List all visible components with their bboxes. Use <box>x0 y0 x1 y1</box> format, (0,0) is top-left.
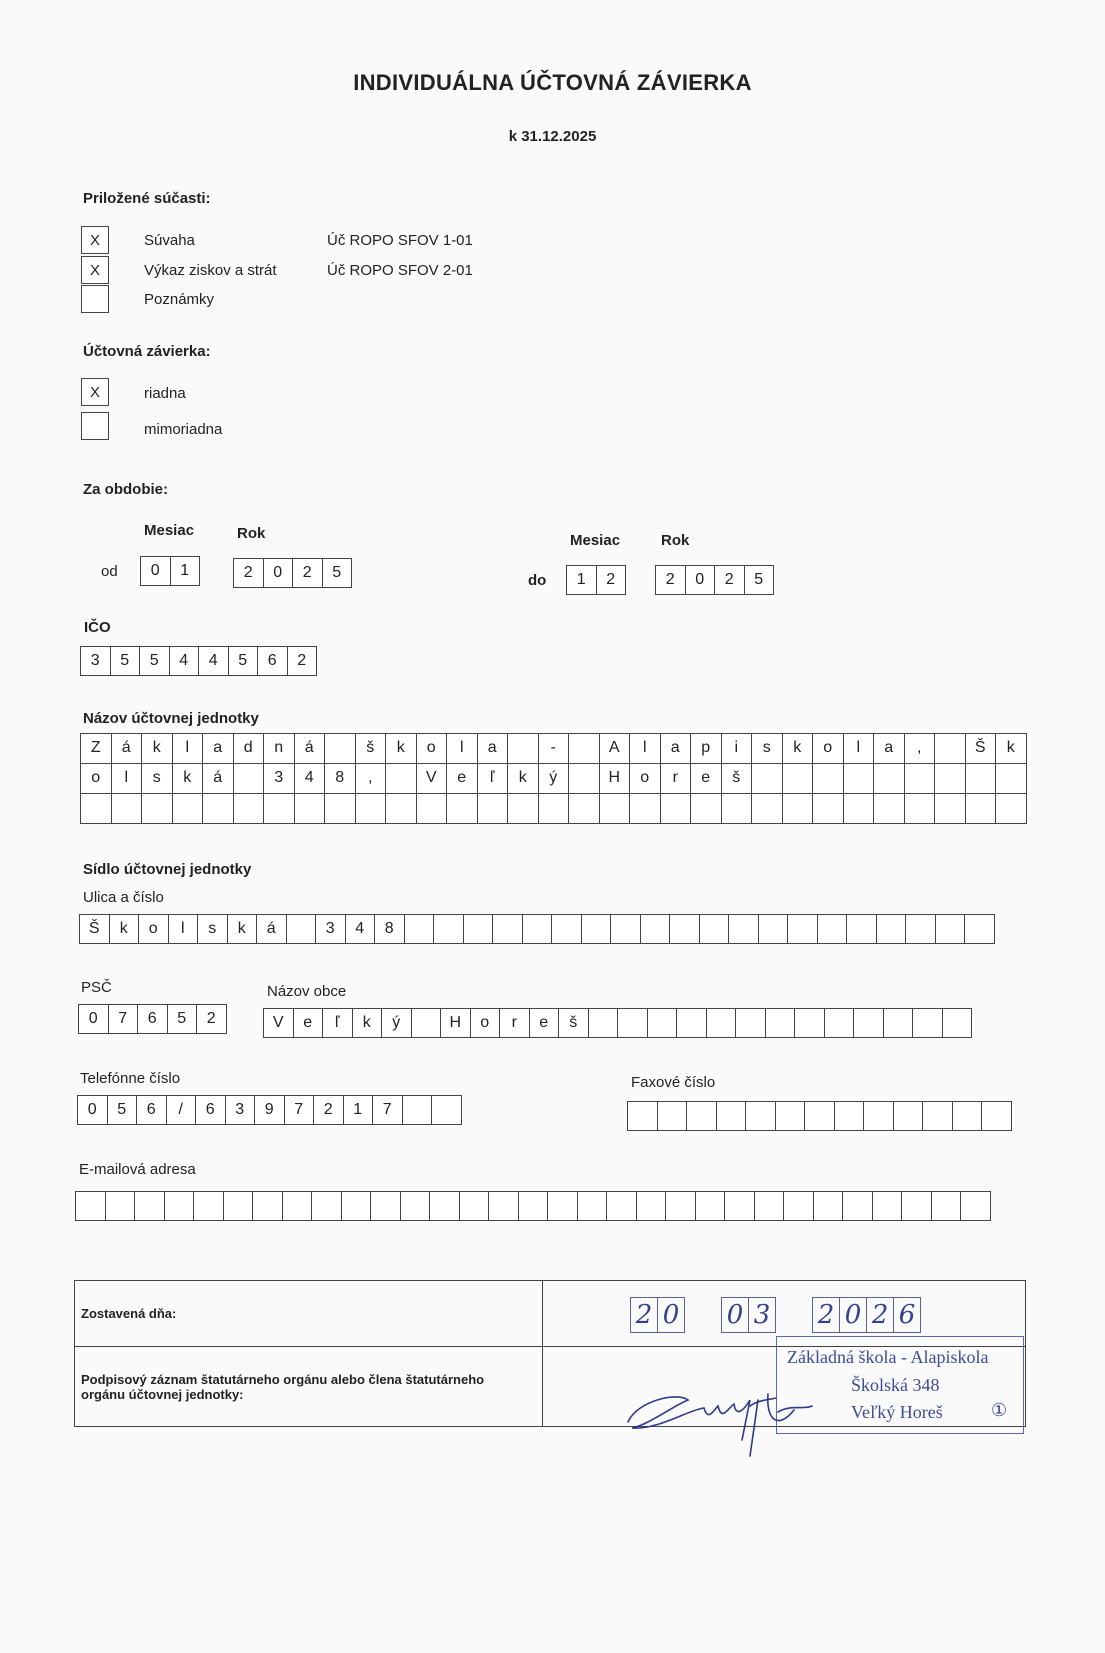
char-box[interactable] <box>874 794 905 824</box>
char-box[interactable]: ľ <box>322 1008 353 1038</box>
char-box[interactable] <box>286 914 317 944</box>
char-box[interactable]: 3 <box>264 764 295 794</box>
char-box[interactable] <box>765 1008 796 1038</box>
char-box[interactable] <box>775 1101 806 1131</box>
char-box[interactable] <box>311 1191 342 1221</box>
char-box[interactable]: l <box>630 734 661 764</box>
char-box[interactable]: 4 <box>345 914 376 944</box>
char-box[interactable] <box>813 794 844 824</box>
char-box[interactable]: 7 <box>108 1004 139 1034</box>
char-box[interactable]: 5 <box>110 646 141 676</box>
char-box[interactable] <box>834 1101 865 1131</box>
to-year-label: Rok <box>661 532 690 549</box>
char-box[interactable]: e <box>293 1008 324 1038</box>
char-box[interactable] <box>783 794 814 824</box>
closing-checkbox-regular[interactable]: X <box>81 378 109 406</box>
char-box[interactable] <box>754 1191 785 1221</box>
char-box[interactable]: 6 <box>137 1004 168 1034</box>
char-box[interactable] <box>429 1191 460 1221</box>
char-box[interactable] <box>901 1191 932 1221</box>
char-box[interactable] <box>433 914 464 944</box>
attachment-code-balance: Úč ROPO SFOV 1-01 <box>327 232 473 249</box>
char-box[interactable] <box>981 1101 1012 1131</box>
char-box[interactable] <box>508 794 539 824</box>
char-box[interactable] <box>716 1101 747 1131</box>
char-box[interactable] <box>173 794 204 824</box>
char-box[interactable]: e <box>691 764 722 794</box>
char-box[interactable]: á <box>295 734 326 764</box>
char-box[interactable]: s <box>142 764 173 794</box>
char-box[interactable] <box>922 1101 953 1131</box>
char-box[interactable] <box>518 1191 549 1221</box>
char-box[interactable]: 5 <box>167 1004 198 1034</box>
char-box[interactable]: 2 <box>233 558 264 588</box>
char-box[interactable]: V <box>263 1008 294 1038</box>
char-box[interactable] <box>661 794 692 824</box>
char-box[interactable]: i <box>722 734 753 764</box>
char-box[interactable]: l <box>844 734 875 764</box>
char-box[interactable] <box>758 914 789 944</box>
char-box[interactable] <box>459 1191 490 1221</box>
char-box[interactable] <box>863 1101 894 1131</box>
char-box[interactable]: n <box>264 734 295 764</box>
char-box[interactable]: / <box>166 1095 197 1125</box>
char-box[interactable] <box>813 1191 844 1221</box>
char-box[interactable] <box>417 794 448 824</box>
char-box[interactable]: r <box>499 1008 530 1038</box>
char-box[interactable] <box>386 794 417 824</box>
char-box[interactable]: 0 <box>263 558 294 588</box>
char-box[interactable] <box>804 1101 835 1131</box>
char-box[interactable] <box>134 1191 165 1221</box>
char-box[interactable] <box>282 1191 313 1221</box>
char-box[interactable]: e <box>447 764 478 794</box>
char-box[interactable] <box>404 914 435 944</box>
char-box[interactable]: ý <box>381 1008 412 1038</box>
from-month-label: Mesiac <box>144 522 195 539</box>
char-box[interactable] <box>699 914 730 944</box>
char-box[interactable]: 5 <box>228 646 259 676</box>
char-box[interactable]: 2 <box>714 565 745 595</box>
email-boxes[interactable] <box>76 1191 991 1221</box>
char-box[interactable] <box>252 1191 283 1221</box>
char-box[interactable]: 6 <box>257 646 288 676</box>
char-box[interactable]: 6 <box>136 1095 167 1125</box>
char-box[interactable] <box>935 794 966 824</box>
char-box[interactable] <box>581 914 612 944</box>
handwritten-digit: 0 <box>662 1300 680 1330</box>
compiled-year-boxes[interactable] <box>812 1297 921 1333</box>
char-box[interactable] <box>617 1008 648 1038</box>
char-box[interactable] <box>935 764 966 794</box>
char-box[interactable] <box>935 734 966 764</box>
char-box[interactable] <box>478 794 509 824</box>
char-box[interactable] <box>996 794 1027 824</box>
char-box[interactable]: 2 <box>292 558 323 588</box>
city-label: Názov obce <box>267 983 347 1000</box>
char-box[interactable]: á <box>256 914 287 944</box>
char-box[interactable] <box>874 764 905 794</box>
char-box[interactable] <box>627 1101 658 1131</box>
char-box[interactable]: e <box>529 1008 560 1038</box>
char-box[interactable]: k <box>142 734 173 764</box>
from-year-label: Rok <box>237 525 266 542</box>
entity-name-rows[interactable] <box>81 734 1027 824</box>
char-box[interactable] <box>447 794 478 824</box>
char-box[interactable]: o <box>813 734 844 764</box>
char-box[interactable] <box>728 914 759 944</box>
char-box[interactable] <box>960 1191 991 1221</box>
char-box[interactable] <box>691 794 722 824</box>
char-box[interactable] <box>370 1191 401 1221</box>
char-box[interactable]: 4 <box>198 646 229 676</box>
char-box[interactable] <box>817 914 848 944</box>
period-heading: Za obdobie: <box>83 481 168 498</box>
handwritten-signature <box>618 1370 818 1460</box>
char-box[interactable]: 5 <box>322 558 353 588</box>
char-box[interactable] <box>325 794 356 824</box>
attachment-label-balance: Súvaha <box>144 232 195 249</box>
closing-label-extraordinary: mimoriadna <box>144 421 223 438</box>
char-box[interactable] <box>547 1191 578 1221</box>
char-box[interactable]: o <box>630 764 661 794</box>
char-box[interactable]: p <box>691 734 722 764</box>
char-box[interactable] <box>676 1008 707 1038</box>
char-box[interactable] <box>752 764 783 794</box>
attachment-checkbox-profit-loss[interactable]: X <box>81 256 109 284</box>
char-box[interactable]: 1 <box>170 556 201 586</box>
char-box[interactable]: 5 <box>744 565 775 595</box>
char-box[interactable]: ý <box>539 764 570 794</box>
char-box[interactable]: 7 <box>372 1095 403 1125</box>
char-box[interactable] <box>657 1101 688 1131</box>
char-box[interactable] <box>234 794 265 824</box>
char-box[interactable] <box>905 764 936 794</box>
compiled-day-boxes[interactable] <box>630 1297 685 1333</box>
attachment-checkbox-notes[interactable] <box>81 285 109 313</box>
char-box[interactable] <box>341 1191 372 1221</box>
char-box[interactable]: a <box>203 734 234 764</box>
char-box[interactable] <box>905 914 936 944</box>
ico-label: IČO <box>84 619 111 636</box>
char-box[interactable] <box>872 1191 903 1221</box>
char-box[interactable] <box>488 1191 519 1221</box>
char-box[interactable] <box>724 1191 755 1221</box>
char-box[interactable] <box>669 914 700 944</box>
char-box[interactable] <box>193 1191 224 1221</box>
char-box[interactable] <box>610 914 641 944</box>
closing-type-heading: Účtovná závierka: <box>83 343 211 360</box>
seat-heading: Sídlo účtovnej jednotky <box>83 861 252 878</box>
email-label: E-mailová adresa <box>79 1161 196 1178</box>
char-box[interactable]: Š <box>79 914 110 944</box>
to-month-boxes[interactable] <box>567 565 626 595</box>
char-box[interactable] <box>794 1008 825 1038</box>
char-box[interactable]: l <box>447 734 478 764</box>
city-boxes[interactable] <box>264 1008 972 1038</box>
char-box[interactable]: 2 <box>287 646 318 676</box>
char-box[interactable] <box>893 1101 924 1131</box>
char-box[interactable] <box>264 794 295 824</box>
to-label: do <box>528 572 547 589</box>
char-box[interactable]: o <box>138 914 169 944</box>
char-box[interactable] <box>640 914 671 944</box>
char-box[interactable]: o <box>470 1008 501 1038</box>
fax-boxes[interactable] <box>628 1101 1012 1131</box>
attachment-code-profit-loss: Úč ROPO SFOV 2-01 <box>327 262 473 279</box>
char-box[interactable]: k <box>783 734 814 764</box>
char-box[interactable]: 5 <box>139 646 170 676</box>
char-box[interactable]: 0 <box>685 565 716 595</box>
char-box[interactable] <box>695 1191 726 1221</box>
stamp-line-street: Školská 348 <box>851 1375 940 1395</box>
char-box[interactable]: d <box>234 734 265 764</box>
compiled-date-label: Zostavená dňa: <box>75 1281 543 1347</box>
document-title: INDIVIDUÁLNA ÚČTOVNÁ ZÁVIERKA <box>353 70 752 95</box>
char-box[interactable]: Š <box>966 734 997 764</box>
char-box[interactable] <box>722 794 753 824</box>
char-box[interactable] <box>905 794 936 824</box>
zip-label: PSČ <box>81 979 112 996</box>
char-box[interactable]: 2 <box>313 1095 344 1125</box>
char-box[interactable]: 0 <box>140 556 171 586</box>
char-box[interactable] <box>942 1008 973 1038</box>
char-box[interactable] <box>853 1008 884 1038</box>
ico-boxes[interactable] <box>81 646 317 676</box>
char-box[interactable] <box>522 914 553 944</box>
char-box[interactable]: 4 <box>169 646 200 676</box>
char-box[interactable] <box>400 1191 431 1221</box>
char-box[interactable] <box>75 1191 106 1221</box>
char-box[interactable] <box>606 1191 637 1221</box>
char-box[interactable] <box>356 794 387 824</box>
char-box[interactable]: o <box>417 734 448 764</box>
char-box[interactable]: á <box>203 764 234 794</box>
char-box[interactable]: A <box>600 734 631 764</box>
char-box[interactable] <box>577 1191 608 1221</box>
char-box[interactable]: 2 <box>196 1004 227 1034</box>
handwritten-digit: 0 <box>722 1298 749 1332</box>
char-box[interactable]: a <box>874 734 905 764</box>
char-box[interactable] <box>81 794 112 824</box>
char-box[interactable]: l <box>168 914 199 944</box>
char-box[interactable]: k <box>996 734 1027 764</box>
char-box[interactable] <box>931 1191 962 1221</box>
char-box[interactable]: 3 <box>80 646 111 676</box>
char-box[interactable] <box>630 794 661 824</box>
char-box[interactable]: - <box>539 734 570 764</box>
char-box[interactable] <box>876 914 907 944</box>
from-label: od <box>101 563 118 580</box>
char-box[interactable]: H <box>600 764 631 794</box>
char-box[interactable]: 1 <box>566 565 597 595</box>
char-box[interactable] <box>844 764 875 794</box>
char-box[interactable] <box>824 1008 855 1038</box>
char-box[interactable]: š <box>356 734 387 764</box>
char-box[interactable] <box>463 914 494 944</box>
attachment-checkbox-balance[interactable]: X <box>81 226 109 254</box>
char-box[interactable]: 0 <box>77 1095 108 1125</box>
char-box[interactable]: s <box>752 734 783 764</box>
char-box[interactable] <box>492 914 523 944</box>
attachment-label-profit-loss: Výkaz ziskov a strát <box>144 262 277 279</box>
char-box[interactable] <box>223 1191 254 1221</box>
char-box[interactable] <box>783 764 814 794</box>
char-box[interactable] <box>706 1008 737 1038</box>
char-box[interactable]: 7 <box>284 1095 315 1125</box>
char-box[interactable]: k <box>352 1008 383 1038</box>
char-box[interactable] <box>411 1008 442 1038</box>
char-box[interactable]: l <box>173 734 204 764</box>
char-box[interactable] <box>203 794 234 824</box>
char-box[interactable]: a <box>661 734 692 764</box>
char-box[interactable]: V <box>417 764 448 794</box>
char-box[interactable] <box>844 794 875 824</box>
char-box[interactable]: , <box>356 764 387 794</box>
handwritten-digit: 2 <box>631 1298 658 1332</box>
street-label: Ulica a číslo <box>83 889 164 906</box>
char-box[interactable]: 2 <box>596 565 627 595</box>
char-box[interactable] <box>569 794 600 824</box>
stamp-line-number: ① <box>991 1400 1008 1420</box>
char-box[interactable] <box>813 764 844 794</box>
char-box[interactable] <box>842 1191 873 1221</box>
char-box[interactable] <box>588 1008 619 1038</box>
char-box[interactable] <box>539 794 570 824</box>
compiled-month-boxes[interactable] <box>721 1297 776 1333</box>
handwritten-digit: 0 <box>840 1298 867 1332</box>
char-box[interactable]: š <box>558 1008 589 1038</box>
char-box[interactable] <box>665 1191 696 1221</box>
char-box[interactable]: 2 <box>655 565 686 595</box>
char-box[interactable]: s <box>197 914 228 944</box>
closing-checkbox-extraordinary[interactable] <box>81 412 109 440</box>
char-box[interactable]: 1 <box>343 1095 374 1125</box>
char-box[interactable] <box>636 1191 667 1221</box>
char-box[interactable]: 5 <box>107 1095 138 1125</box>
char-box[interactable] <box>569 764 600 794</box>
char-box[interactable] <box>996 764 1027 794</box>
char-box[interactable]: 3 <box>225 1095 256 1125</box>
char-box[interactable] <box>234 764 265 794</box>
char-box[interactable] <box>952 1101 983 1131</box>
phone-label: Telefónne číslo <box>80 1070 181 1087</box>
char-box[interactable] <box>569 734 600 764</box>
char-box[interactable]: 8 <box>325 764 356 794</box>
char-box[interactable] <box>295 794 326 824</box>
char-box[interactable] <box>783 1191 814 1221</box>
char-box[interactable] <box>551 914 582 944</box>
char-box[interactable] <box>112 794 143 824</box>
entity-name-label: Názov účtovnej jednotky <box>83 710 259 727</box>
char-box[interactable] <box>431 1095 462 1125</box>
char-box[interactable] <box>883 1008 914 1038</box>
char-box[interactable] <box>935 914 966 944</box>
document-date: k 31.12.2025 <box>508 128 597 145</box>
char-box[interactable]: k <box>227 914 258 944</box>
char-box[interactable]: a <box>478 734 509 764</box>
char-box[interactable] <box>164 1191 195 1221</box>
char-box[interactable]: 4 <box>295 764 326 794</box>
char-box[interactable]: k <box>173 764 204 794</box>
char-box[interactable] <box>735 1008 766 1038</box>
char-box[interactable]: š <box>722 764 753 794</box>
signature-label: Podpisový záznam štatutárneho orgánu alebo člena štatutárneho orgánu účtovnej jednotky: <box>75 1347 543 1427</box>
char-box[interactable] <box>325 734 356 764</box>
attachments-heading: Priložené súčasti: <box>83 190 211 207</box>
handwritten-digit: 2 <box>813 1298 840 1332</box>
to-year-boxes[interactable] <box>656 565 774 595</box>
char-box[interactable] <box>105 1191 136 1221</box>
entity-name-grid[interactable] <box>80 733 1027 824</box>
char-box[interactable]: H <box>440 1008 471 1038</box>
from-year-boxes[interactable] <box>234 558 352 588</box>
char-box[interactable] <box>745 1101 776 1131</box>
char-box[interactable]: r <box>661 764 692 794</box>
char-box[interactable] <box>386 764 417 794</box>
handwritten-digit: 6 <box>898 1300 916 1330</box>
char-box[interactable]: k <box>508 764 539 794</box>
char-box[interactable]: Z <box>81 734 112 764</box>
to-month-label: Mesiac <box>570 532 621 549</box>
handwritten-digit: 2 <box>867 1298 894 1332</box>
street-boxes[interactable] <box>80 914 995 944</box>
char-box[interactable] <box>508 734 539 764</box>
char-box[interactable]: o <box>81 764 112 794</box>
stamp-line-city: Veľký Horeš <box>851 1402 943 1422</box>
stamp-line-name: Základná škola - Alapiskola <box>787 1347 989 1367</box>
char-box[interactable] <box>600 794 631 824</box>
char-box[interactable]: k <box>386 734 417 764</box>
char-box[interactable] <box>846 914 877 944</box>
char-box[interactable]: á <box>112 734 143 764</box>
char-box[interactable] <box>647 1008 678 1038</box>
char-box[interactable]: 8 <box>374 914 405 944</box>
char-box[interactable]: , <box>905 734 936 764</box>
char-box[interactable] <box>752 794 783 824</box>
attachment-label-notes: Poznámky <box>144 291 215 308</box>
fax-label: Faxové číslo <box>631 1074 716 1091</box>
char-box[interactable] <box>966 794 997 824</box>
zip-boxes[interactable] <box>79 1004 227 1034</box>
from-month-boxes[interactable] <box>141 556 200 586</box>
char-box[interactable]: 3 <box>315 914 346 944</box>
handwritten-digit: 3 <box>753 1300 771 1330</box>
char-box[interactable] <box>402 1095 433 1125</box>
char-box[interactable] <box>787 914 818 944</box>
char-box[interactable] <box>686 1101 717 1131</box>
phone-boxes[interactable] <box>78 1095 462 1125</box>
char-box[interactable] <box>142 794 173 824</box>
closing-label-regular: riadna <box>144 385 186 402</box>
char-box[interactable]: k <box>109 914 140 944</box>
char-box[interactable]: 0 <box>78 1004 109 1034</box>
char-box[interactable] <box>966 764 997 794</box>
char-box[interactable]: l <box>112 764 143 794</box>
char-box[interactable]: 6 <box>195 1095 226 1125</box>
char-box[interactable]: 9 <box>254 1095 285 1125</box>
char-box[interactable]: ľ <box>478 764 509 794</box>
char-box[interactable] <box>912 1008 943 1038</box>
char-box[interactable] <box>964 914 995 944</box>
